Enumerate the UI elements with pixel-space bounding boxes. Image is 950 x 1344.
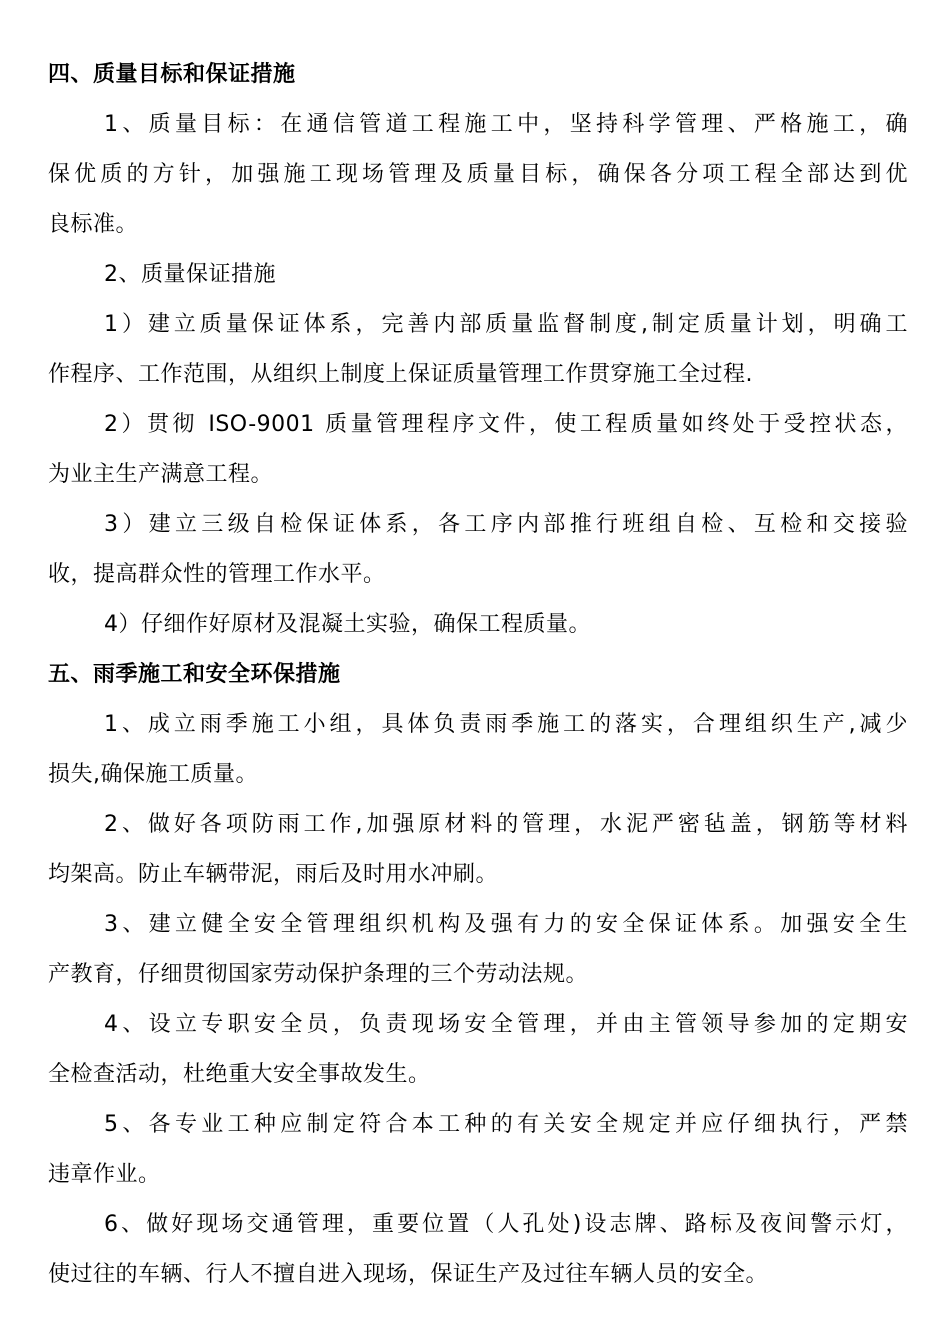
paragraph-line: 1）建立质量保证体系，完善内部质量监督制度,制定质量计划，明确工 [104,312,908,337]
paragraph-line: 使过往的车辆、行人不擅自进入现场，保证生产及过往车辆人员的安全。 [48,1262,769,1287]
section-heading-quality: 四、质量目标和保证措施 [48,62,296,87]
paragraph-line: 2、做好各项防雨工作,加强原材料的管理，水泥严密毡盖，钢筋等材料 [104,812,908,837]
section-heading-rainy-season-safety: 五、雨季施工和安全环保措施 [48,662,341,687]
paragraph-line: 均架高。防止车辆带泥，雨后及时用水冲刷。 [48,862,499,887]
paragraph-line: 3）建立三级自检保证体系，各工序内部推行班组自检、互检和交接验 [104,512,908,537]
paragraph-line: 全检查活动，杜绝重大安全事故发生。 [48,1062,431,1087]
paragraph-line: 作程序、工作范围，从组织上制度上保证质量管理工作贯穿施工全过程. [48,362,753,387]
paragraph-line: 损失,确保施工质量。 [48,762,258,787]
paragraph-line: 4）仔细作好原材及混凝土实验，确保工程质量。 [104,612,591,637]
paragraph-line: 为业主生产满意工程。 [48,462,274,487]
paragraph-line: 产教育，仔细贯彻国家劳动保护条理的三个劳动法规。 [48,962,589,987]
paragraph-line: 1、成立雨季施工小组，具体负责雨季施工的落实，合理组织生产,减少 [104,712,908,737]
paragraph-line: 收，提高群众性的管理工作水平。 [48,562,386,587]
paragraph-line: 4、设立专职安全员，负责现场安全管理，并由主管领导参加的定期安 [104,1012,908,1037]
paragraph-line: 3、建立健全安全管理组织机构及强有力的安全保证体系。加强安全生 [104,912,908,937]
subheading-line: 2、质量保证措施 [104,262,276,287]
paragraph-line: 违章作业。 [48,1162,161,1187]
paragraph-line: 5、各专业工种应制定符合本工种的有关安全规定并应仔细执行，严禁 [104,1112,908,1137]
paragraph-line: 6、做好现场交通管理，重要位置（人孔处)设志牌、路标及夜间警示灯， [104,1212,908,1237]
paragraph-line: 保优质的方针，加强施工现场管理及质量目标，确保各分项工程全部达到优 [48,162,908,187]
paragraph-line: 2）贯彻 ISO-9001 质量管理程序文件，使工程质量如终处于受控状态， [104,412,908,437]
paragraph-line: 良标准。 [48,212,139,237]
paragraph-line: 1、质量目标：在通信管道工程施工中，坚持科学管理、严格施工，确 [104,112,908,137]
